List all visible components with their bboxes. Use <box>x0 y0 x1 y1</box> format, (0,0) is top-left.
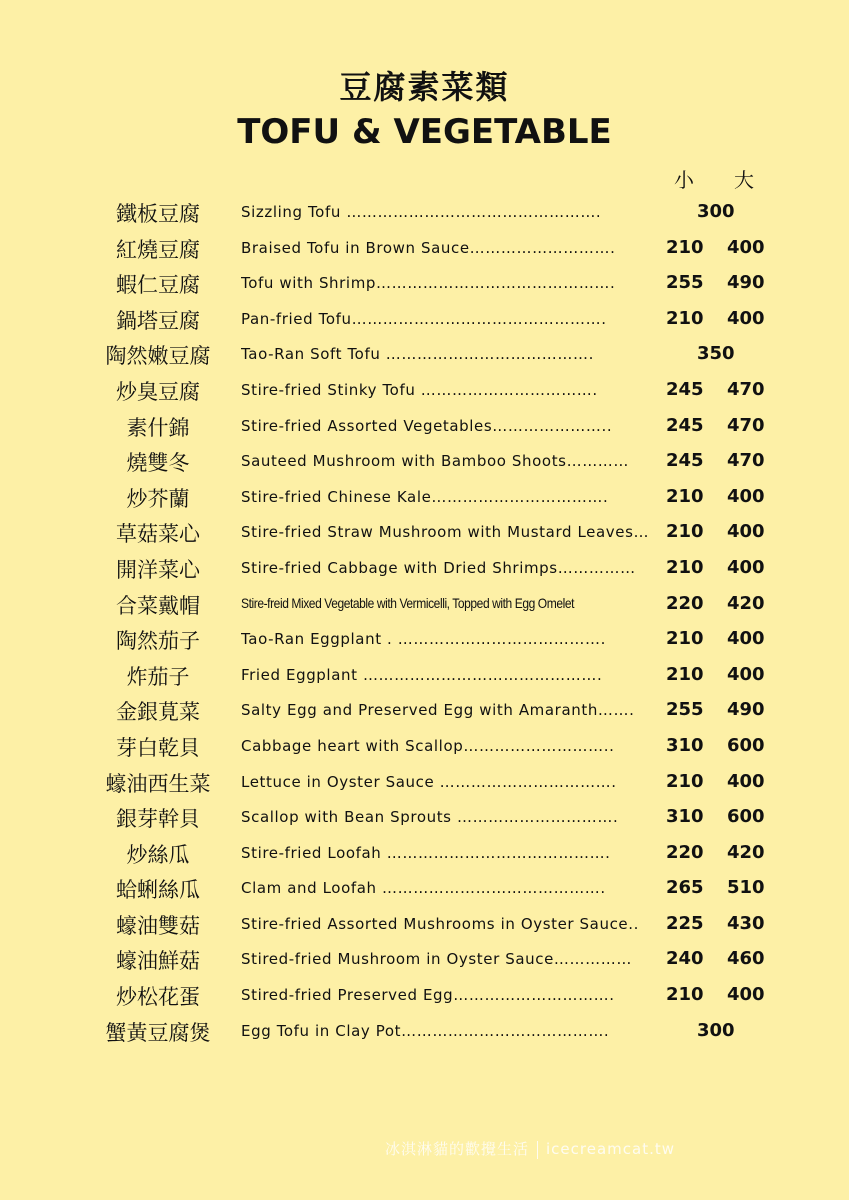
menu-item <box>0 728 849 764</box>
menu-item <box>0 550 849 586</box>
menu-item-chinese-name: 銀芽幹貝 <box>116 807 200 832</box>
menu-item <box>0 194 849 230</box>
menu-item-english-name: Stire-fried Chinese Kale……………………………. <box>241 487 609 506</box>
menu-item-chinese-name: 鍋塔豆腐 <box>116 308 200 333</box>
menu-item-price-small: 210 <box>666 770 704 792</box>
menu-item <box>0 906 849 942</box>
watermark-divider <box>537 1141 538 1159</box>
menu-item-price-large: 400 <box>727 307 765 329</box>
menu-item <box>0 799 849 835</box>
menu-item-price-large: 400 <box>727 628 765 650</box>
menu-item-chinese-name: 蛤蜊絲瓜 <box>116 878 200 903</box>
menu-item <box>0 408 849 444</box>
menu-item-english-name: Pan-fried Tofu…………………………………………. <box>241 309 607 328</box>
menu-item-price-large: 470 <box>727 414 765 436</box>
menu-item-chinese-name: 燒雙冬 <box>126 451 190 476</box>
menu-item-price-large: 430 <box>727 912 765 934</box>
menu-item <box>0 586 849 622</box>
menu-item-price-small: 245 <box>666 414 704 436</box>
menu-item-chinese-name: 陶然茄子 <box>116 629 200 654</box>
menu-item <box>0 977 849 1013</box>
menu-item-chinese-name: 蝦仁豆腐 <box>116 273 200 298</box>
menu-item-english-name: Stire-fried Assorted Mushrooms in Oyster Sauce.. <box>241 914 639 933</box>
menu-item <box>0 336 849 372</box>
menu-item-english-name: Braised Tofu in Brown Sauce………………………. <box>241 238 616 257</box>
menu-item-price-large: 460 <box>727 948 765 970</box>
menu-list <box>0 194 849 1048</box>
menu-item <box>0 657 849 693</box>
menu-item-chinese-name: 蠔油鮮菇 <box>116 949 200 974</box>
menu-item <box>0 835 849 871</box>
menu-item-price-small: 210 <box>666 485 704 507</box>
watermark-blog-name: 冰淇淋貓的歡攪生活 <box>385 1140 530 1158</box>
menu-item <box>0 941 849 977</box>
menu-item-chinese-name: 草菇菜心 <box>116 522 200 547</box>
menu-item <box>0 372 849 408</box>
menu-item-price-small: 210 <box>666 521 704 543</box>
menu-item-price-small: 255 <box>666 699 704 721</box>
menu-item-price: 300 <box>697 1019 735 1041</box>
menu-item-english-name: Stire-fried Stinky Tofu ……………………………. <box>241 380 598 399</box>
menu-item-price-small: 210 <box>666 307 704 329</box>
menu-item-price-large: 400 <box>727 770 765 792</box>
menu-item-price-large: 490 <box>727 699 765 721</box>
menu-item-price-large: 510 <box>727 877 765 899</box>
menu-item-chinese-name: 金銀莧菜 <box>116 700 200 725</box>
menu-item <box>0 621 849 657</box>
menu-item-chinese-name: 炒絲瓜 <box>126 842 190 867</box>
menu-item-english-name: Stire-fried Straw Mushroom with Mustard Leaves… <box>241 523 650 542</box>
menu-item-english-name: Tofu with Shrimp………………………………………. <box>241 274 616 293</box>
menu-item-price-small: 210 <box>666 628 704 650</box>
menu-item-english-name: Stire-fried Loofah ……………………………………. <box>241 843 611 862</box>
menu-item-price-small: 210 <box>666 236 704 258</box>
menu-item-english-name: Cabbage heart with Scallop……………………….. <box>241 736 615 755</box>
menu-item-chinese-name: 蠔油雙菇 <box>116 913 200 938</box>
menu-item-english-name: Sizzling Tofu …………………………………………. <box>241 203 602 221</box>
menu-item <box>0 764 849 800</box>
menu-item-chinese-name: 炒芥蘭 <box>126 486 190 511</box>
menu-item-chinese-name: 陶然嫩豆腐 <box>105 344 211 369</box>
menu-item-chinese-name: 素什錦 <box>126 415 190 440</box>
menu-item-chinese-name: 芽白乾貝 <box>116 735 200 760</box>
menu-item-price: 300 <box>697 201 735 222</box>
menu-item-price-large: 400 <box>727 663 765 685</box>
menu-item-price-small: 220 <box>666 841 704 863</box>
column-header-small: 小 <box>674 168 694 192</box>
menu-item-chinese-name: 蠔油西生菜 <box>105 771 211 796</box>
menu-item-price-large: 490 <box>727 272 765 294</box>
menu-item-price-small: 310 <box>666 806 704 828</box>
menu-item-english-name: Stire-fried Cabbage with Dried Shrimps…………… <box>241 558 636 577</box>
menu-item-english-name: Lettuce in Oyster Sauce ……………………………. <box>241 772 617 791</box>
menu-item <box>0 870 849 906</box>
menu-item <box>0 443 849 479</box>
menu-item-price-small: 265 <box>666 877 704 899</box>
menu-item-price-large: 600 <box>727 734 765 756</box>
menu-item-english-name: Stire-fried Assorted Vegetables………………….. <box>241 416 613 435</box>
menu-item-chinese-name: 炒臭豆腐 <box>116 379 200 404</box>
menu-item-english-name: Fried Eggplant ………………………………………. <box>241 665 603 684</box>
menu-item-english-name: Tao-Ran Eggplant . …………………………………. <box>241 630 606 649</box>
menu-item-english-name: Egg Tofu in Clay Pot…………………………………. <box>241 1021 610 1040</box>
menu-item-price-large: 470 <box>727 378 765 400</box>
menu-item-price-small: 225 <box>666 912 704 934</box>
menu-item-english-name: Tao-Ran Soft Tofu …………………………………. <box>241 345 594 364</box>
menu-item-price-large: 400 <box>727 236 765 258</box>
menu-item <box>0 265 849 301</box>
menu-item-english-name: Clam and Loofah ……………………………………. <box>241 879 606 898</box>
watermark <box>385 1138 675 1159</box>
menu-item <box>0 692 849 728</box>
menu-item-price-small: 245 <box>666 450 704 472</box>
menu-item-chinese-name: 開洋菜心 <box>116 557 200 582</box>
menu-item-chinese-name: 紅燒豆腐 <box>116 237 200 262</box>
menu-item-chinese-name: 合菜戴帽 <box>116 593 200 618</box>
menu-item-price-large: 470 <box>727 450 765 472</box>
menu-item-price-small: 240 <box>666 948 704 970</box>
menu-item-price-small: 210 <box>666 663 704 685</box>
menu-item-price-large: 400 <box>727 485 765 507</box>
menu-item <box>0 514 849 550</box>
menu-item-english-name: Salty Egg and Preserved Egg with Amaranth……. <box>241 701 635 720</box>
menu-item-english-name: Scallop with Bean Sprouts …………………………. <box>241 808 619 827</box>
menu-item <box>0 301 849 337</box>
menu-item-price-large: 400 <box>727 556 765 578</box>
menu-item-price-small: 255 <box>666 272 704 294</box>
menu-item-chinese-name: 炒松花蛋 <box>116 985 200 1010</box>
menu-item-price-small: 310 <box>666 734 704 756</box>
menu-item-english-name: Stired-fried Mushroom in Oyster Sauce…………… <box>241 950 632 969</box>
menu-item-english-name: Stire-freid Mixed Vegetable with Vermicelli, Topped with Egg Omelet <box>241 594 575 611</box>
page-title-english: TOFU & VEGETABLE <box>237 112 612 152</box>
menu-item-price-large: 400 <box>727 521 765 543</box>
watermark-url: icecreamcat.tw <box>546 1140 676 1158</box>
menu-item <box>0 1013 849 1049</box>
menu-item-chinese-name: 鐵板豆腐 <box>116 202 200 226</box>
menu-item-chinese-name: 蟹黃豆腐煲 <box>105 1020 211 1045</box>
menu-item-price: 350 <box>697 343 735 365</box>
menu-item-price-small: 220 <box>666 592 704 614</box>
menu-item-price-large: 420 <box>727 841 765 863</box>
menu-item-price-small: 210 <box>666 556 704 578</box>
menu-item-price-large: 400 <box>727 984 765 1006</box>
menu-item-price-large: 420 <box>727 592 765 614</box>
column-header-large: 大 <box>734 168 754 192</box>
menu-item <box>0 230 849 266</box>
page-title-chinese: 豆腐素菜類 <box>339 68 510 106</box>
menu-item <box>0 479 849 515</box>
menu-item-english-name: Stired-fried Preserved Egg…………………………. <box>241 986 615 1005</box>
menu-item-price-small: 245 <box>666 378 704 400</box>
menu-item-price-small: 210 <box>666 984 704 1006</box>
menu-item-chinese-name: 炸茄子 <box>126 664 190 689</box>
menu-item-english-name: Sauteed Mushroom with Bamboo Shoots………… <box>241 452 629 471</box>
menu-item-price-large: 600 <box>727 806 765 828</box>
